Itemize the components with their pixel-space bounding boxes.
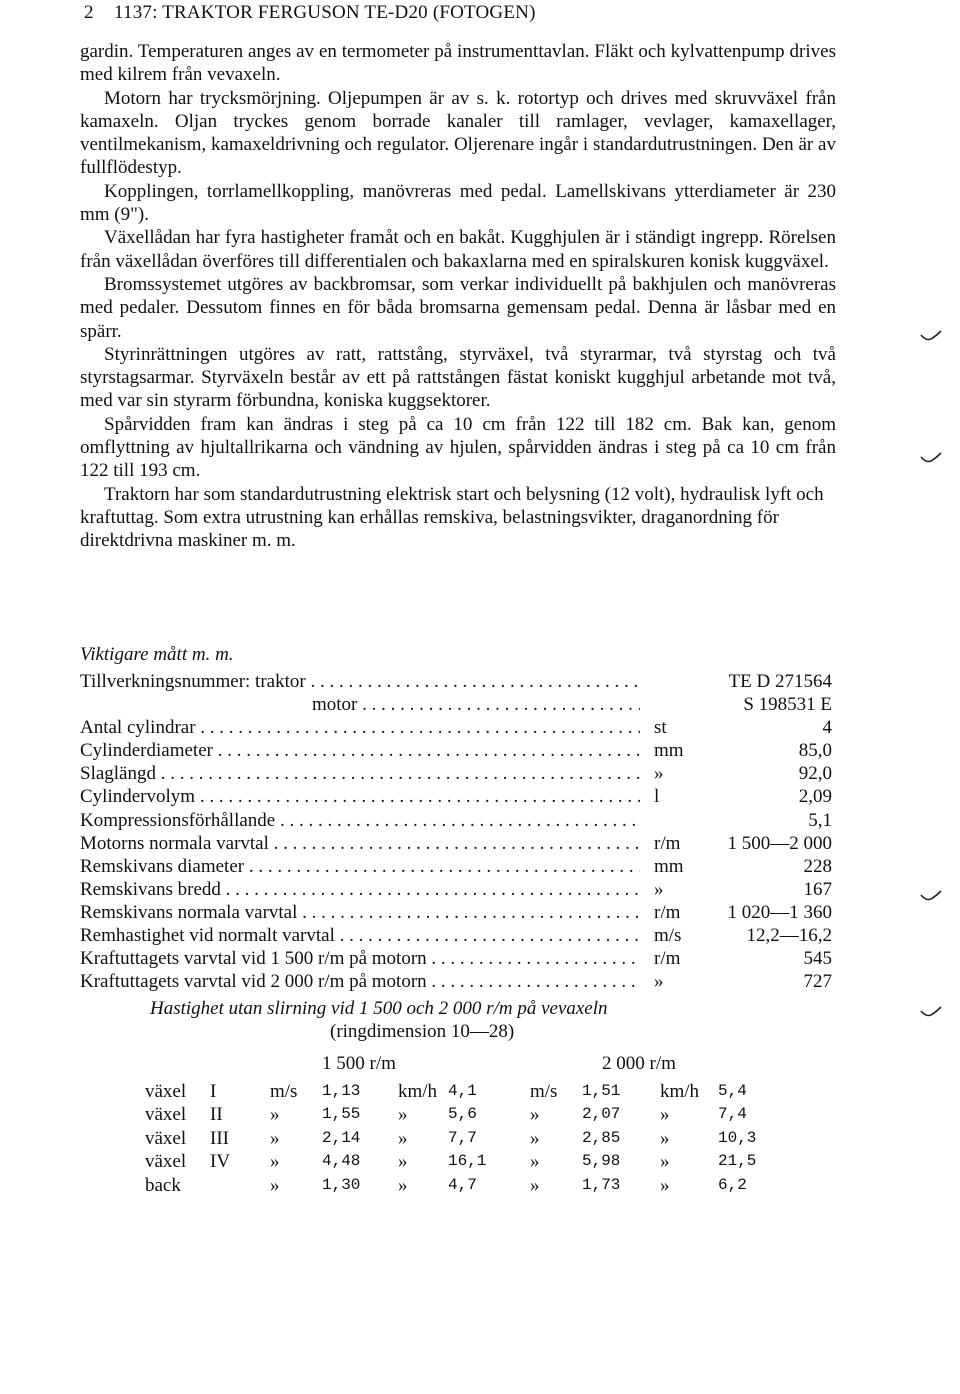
unit-cell: »: [660, 1151, 670, 1173]
page-number: 2: [84, 2, 94, 23]
value-cell: 4,7: [448, 1175, 477, 1194]
spec-value: 167: [803, 878, 832, 900]
gear-label: växel: [145, 1127, 187, 1149]
spec-unit: mm: [654, 740, 684, 762]
unit-cell: »: [530, 1174, 540, 1196]
unit-cell: »: [530, 1151, 540, 1173]
spec-label: Remskivans bredd . . .: [80, 878, 640, 901]
check-mark-icon: [920, 890, 942, 904]
spec-label: Kraftuttagets varvtal vid 2 000 r/m på motorn . . .: [80, 970, 640, 993]
spec-label: Cylinderdiameter . . .: [80, 739, 640, 762]
value-cell: 1,30: [322, 1175, 361, 1194]
spec-value: 85,0: [798, 740, 832, 762]
spec-label: motor . . .: [312, 693, 640, 716]
spec-row: [80, 832, 832, 855]
spec-row: [80, 739, 832, 762]
value-cell: 1,51: [582, 1082, 621, 1100]
value-cell: 2,85: [582, 1128, 621, 1147]
unit-cell: »: [660, 1127, 670, 1149]
spec-row: [80, 947, 832, 970]
spec-label: Cylindervolym . . .: [80, 785, 640, 808]
value-cell: 2,14: [322, 1128, 361, 1147]
paragraph: Traktorn har som standardutrustning elektrisk start och belysning (12 volt), hydraulisk lyft och kraftuttag. Som extra utrustning kan erhållas remskiva, belastningsvikter, draganordning för direktdrivna maskiner m. m.: [80, 483, 824, 552]
value-cell: 5,98: [582, 1152, 621, 1171]
gear-number: I: [210, 1081, 217, 1102]
spec-row: [80, 809, 832, 832]
table-row: [0, 1127, 960, 1150]
unit-cell: m/s: [530, 1081, 558, 1102]
unit-cell: km/h: [398, 1081, 438, 1102]
spec-unit: m/s: [654, 925, 682, 947]
spec-value: S 198531 E: [743, 694, 832, 716]
paragraph: Styrinrättningen utgöres av ratt, rattstång, styrväxel, två styrarmar, två styrstag och två styrstagsarmar. Styrväxeln består av ett på rattstången fästat koniskt kugghjul arbetande mot två, med var sin styrarm förbundna, koniska kuggsektorer.: [80, 343, 836, 412]
paragraph: Bromssystemet utgöres av backbromsar, som verkar individuellt på bakhjulen och manövreras med pedaler. Dessutom finnes en för båda bromsarna gemensam pedal. Denna är låsbar med en spärr.: [80, 273, 836, 342]
table-row: [0, 1080, 960, 1103]
spec-label: Slaglängd . . .: [80, 762, 640, 785]
spec-value: 545: [803, 948, 832, 970]
value-cell: 7,4: [718, 1105, 747, 1124]
spec-row: [80, 855, 832, 878]
paragraph: Motorn har trycksmörjning. Oljepumpen är av s. k. rotortyp och drives med skruvväxel från kamaxeln. Oljan tryckes genom borrade kanaler till ramlager, vevlager, kamaxellager, ventilmekanism, kamaxeldrivning och regulator. Oljerenare ingår i standardutrustningen. Den är av fullflödestyp.: [80, 87, 836, 179]
value-cell: 5,6: [448, 1105, 477, 1124]
spec-value: TE D 271564: [728, 671, 832, 692]
spec-label: Motorns normala varvtal . . .: [80, 832, 640, 855]
specs-heading: Viktigare mått m. m.: [80, 644, 234, 665]
value-cell: 16,1: [448, 1152, 487, 1171]
spec-value: 727: [803, 971, 832, 993]
paragraph: Spårvidden fram kan ändras i steg på ca 10 cm från 122 till 182 cm. Bak kan, genom omflyttning av hjultallrikarna och vändning av hjulen, spårvidden ändras i steg på ca 10 cm från 122 till 193 cm.: [80, 413, 836, 482]
unit-cell: »: [398, 1174, 408, 1196]
gear-label: växel: [145, 1151, 187, 1173]
gear-label: back: [145, 1174, 181, 1196]
spec-row: [80, 878, 832, 901]
running-title: 1137: TRAKTOR FERGUSON TE-D20 (FOTOGEN): [114, 2, 536, 23]
unit-cell: »: [530, 1127, 540, 1149]
spec-unit: »: [654, 763, 664, 785]
unit-cell: »: [530, 1104, 540, 1126]
spec-value: 4: [822, 717, 832, 739]
paragraph: Växellådan har fyra hastigheter framåt och en bakåt. Kugghjulen är i ständigt ingrepp. Rörelsen från växellådan överföres till differentialen och bakaxlarna med en spiralskuren konisk kuggväxel.: [80, 227, 836, 272]
spec-value: 1 500—2 000: [727, 832, 832, 854]
spec-label: Remskivans normala varvtal . . .: [80, 901, 640, 924]
gear-label: växel: [145, 1104, 187, 1126]
spec-label: Remhastighet vid normalt varvtal . . .: [80, 924, 640, 947]
gear-number: II: [210, 1104, 223, 1126]
spec-value: 5,1: [808, 809, 832, 831]
value-cell: 4,48: [322, 1152, 361, 1171]
value-cell: 1,13: [322, 1082, 361, 1100]
unit-cell: »: [660, 1104, 670, 1126]
unit-cell: »: [270, 1151, 280, 1173]
gear-number: IV: [210, 1151, 231, 1173]
spec-row: [80, 924, 832, 947]
gear-label: växel: [145, 1081, 187, 1102]
spec-row: [80, 970, 832, 993]
check-mark-icon: [920, 1006, 942, 1020]
unit-cell: »: [398, 1151, 408, 1173]
value-cell: 21,5: [718, 1152, 757, 1171]
unit-cell: »: [270, 1127, 280, 1149]
body-text: [80, 40, 836, 553]
unit-cell: m/s: [270, 1081, 298, 1102]
spec-unit: r/m: [654, 948, 681, 970]
spec-row: [80, 670, 832, 693]
value-cell: 6,2: [718, 1175, 747, 1194]
speed-table: [0, 1080, 960, 1197]
value-cell: 10,3: [718, 1128, 757, 1147]
value-cell: 2,07: [582, 1105, 621, 1124]
table-row: [0, 1174, 960, 1197]
unit-cell: »: [398, 1127, 408, 1149]
value-cell: 5,4: [718, 1082, 747, 1100]
specs-table: [80, 670, 832, 993]
unit-cell: km/h: [660, 1081, 700, 1102]
spec-value: 12,2—16,2: [746, 925, 832, 947]
spec-label: Kraftuttagets varvtal vid 1 500 r/m på motorn . . .: [80, 947, 640, 970]
spec-label: Kompressionsförhållande . . .: [80, 809, 640, 832]
speed-col-head-2000: 2 000 r/m: [602, 1053, 676, 1074]
paragraph: Kopplingen, torrlamellkoppling, manövreras med pedal. Lamellskivans ytterdiameter är 230 mm (9").: [80, 180, 836, 226]
spec-unit: »: [654, 878, 664, 900]
spec-value: 2,09: [798, 786, 832, 808]
spec-row: [80, 785, 832, 808]
spec-row: [80, 693, 832, 716]
speed-table-subtitle: (ringdimension 10—28): [330, 1021, 515, 1042]
spec-row: [80, 716, 832, 739]
paragraph: gardin. Temperaturen anges av en termometer på instrumenttavlan. Fläkt och kylvattenpump drives med kilrem från vevaxeln.: [80, 41, 836, 86]
unit-cell: »: [660, 1174, 670, 1196]
gear-number: III: [210, 1127, 229, 1149]
unit-cell: »: [270, 1104, 280, 1126]
value-cell: 7,7: [448, 1128, 477, 1147]
spec-value: 228: [803, 855, 832, 877]
value-cell: 1,73: [582, 1175, 621, 1194]
spec-unit: r/m: [654, 901, 681, 923]
spec-label: Remskivans diameter . . .: [80, 855, 640, 878]
table-row: [0, 1103, 960, 1126]
spec-unit: l: [654, 786, 660, 808]
spec-unit: mm: [654, 855, 684, 877]
spec-unit: »: [654, 971, 664, 993]
speed-table-title: Hastighet utan slirning vid 1 500 och 2 000 r/m på vevaxeln: [150, 998, 608, 1019]
value-cell: 1,55: [322, 1105, 361, 1124]
spec-label: Tillverkningsnummer: traktor . . .: [80, 670, 640, 693]
spec-row: [80, 901, 832, 924]
speed-col-head-1500: 1 500 r/m: [322, 1053, 396, 1074]
spec-value: 1 020—1 360: [727, 901, 832, 923]
check-mark-icon: [920, 330, 942, 344]
spec-unit: st: [654, 717, 667, 739]
page-header: [84, 2, 844, 28]
spec-row: [80, 762, 832, 785]
spec-value: 92,0: [798, 763, 832, 785]
value-cell: 4,1: [448, 1082, 477, 1100]
table-row: [0, 1150, 960, 1173]
spec-unit: r/m: [654, 832, 681, 854]
check-mark-icon: [920, 452, 942, 466]
unit-cell: »: [270, 1174, 280, 1196]
spec-label: Antal cylindrar . . .: [80, 716, 640, 739]
unit-cell: »: [398, 1104, 408, 1126]
